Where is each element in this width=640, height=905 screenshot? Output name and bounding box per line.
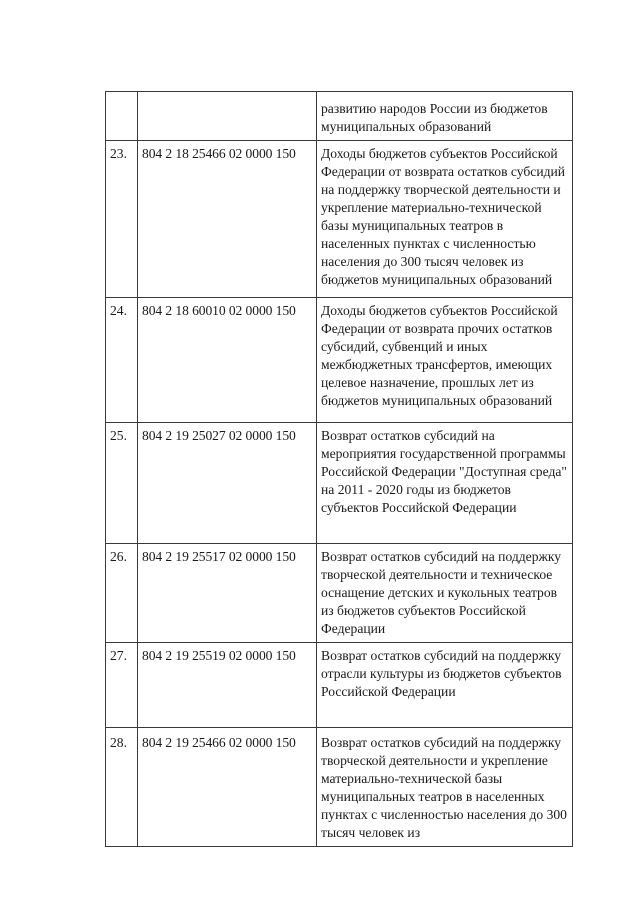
row-description: развитию народов России из бюджетов муниципальных образований — [317, 92, 573, 141]
budget-codes-table — [105, 91, 573, 847]
table-row — [106, 298, 573, 423]
row-number: 23. — [106, 141, 138, 298]
budget-code — [138, 92, 317, 141]
row-description: Доходы бюджетов субъектов Российской Федерации от возврата прочих остатков субсидий, субвенций и иных межбюджетных трансфертов, имеющих целевое назначение, прошлых лет из бюджетов муниципальных образований — [317, 298, 573, 423]
budget-code: 804 2 19 25519 02 0000 150 — [138, 643, 317, 728]
row-description: Возврат остатков субсидий на поддержку отрасли культуры из бюджетов субъектов Российской Федерации — [317, 643, 573, 728]
row-number: 28. — [106, 728, 138, 847]
table-row — [106, 423, 573, 544]
table-row — [106, 92, 573, 141]
budget-code: 804 2 19 25466 02 0000 150 — [138, 728, 317, 847]
budget-code: 804 2 18 25466 02 0000 150 — [138, 141, 317, 298]
budget-code: 804 2 19 25027 02 0000 150 — [138, 423, 317, 544]
table-row — [106, 643, 573, 728]
row-number — [106, 92, 138, 141]
row-number: 24. — [106, 298, 138, 423]
row-number: 25. — [106, 423, 138, 544]
row-description: Возврат остатков субсидий на мероприятия государственной программы Российской Федерации "Доступная среда" на 2011 - 2020 годы из бюджетов субъектов Российской Федерации — [317, 423, 573, 544]
row-description: Доходы бюджетов субъектов Российской Федерации от возврата остатков субсидий на поддержку творческой деятельности и укрепление материально-технической базы муниципальных театров в населенных пунктах с численностью населения до 300 тысяч человек из бюджетов муниципальных образований — [317, 141, 573, 298]
budget-code: 804 2 19 25517 02 0000 150 — [138, 544, 317, 643]
row-description: Возврат остатков субсидий на поддержку творческой деятельности и укрепление материально-технической базы муниципальных театров в населенных пунктах с численностью населения до 300 тысяч человек из — [317, 728, 573, 847]
budget-code: 804 2 18 60010 02 0000 150 — [138, 298, 317, 423]
row-number: 26. — [106, 544, 138, 643]
table-row — [106, 141, 573, 298]
table-row — [106, 728, 573, 847]
row-number: 27. — [106, 643, 138, 728]
row-description: Возврат остатков субсидий на поддержку творческой деятельности и техническое оснащение детских и кукольных театров из бюджетов субъектов Российской Федерации — [317, 544, 573, 643]
table-row — [106, 544, 573, 643]
